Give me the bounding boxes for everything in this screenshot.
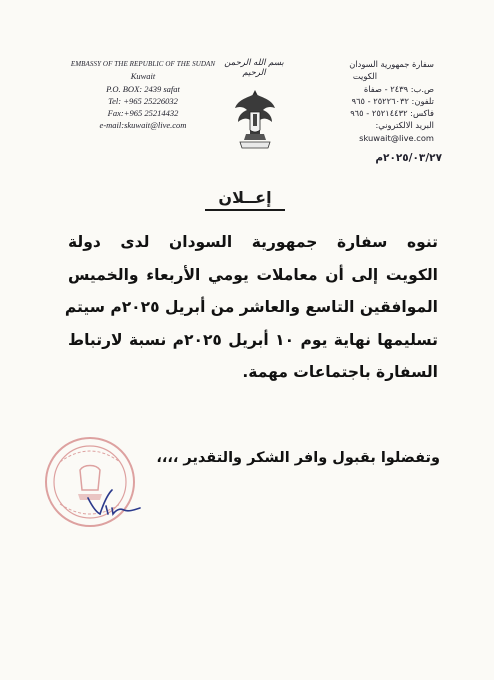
fax-en: Fax:+965 25214432: [107, 108, 179, 119]
body-line: تسليمها نهاية يوم ١٠ أبريل ٢٠٢٥م نسبة لارتباط: [68, 330, 438, 349]
basmala-calligraphy: بسم الله الرحمن الرحيم: [224, 58, 284, 78]
english-letterhead: [68, 58, 218, 132]
announcement-heading: إعــلان: [218, 188, 272, 207]
embassy-name-ar: سفارة جمهورية السودان: [349, 59, 434, 69]
body-line: الكويت إلى أن معاملات يومي الأربعاء والخميس: [68, 265, 438, 284]
body-line: الموافقين التاسع والعاشر من أبريل ٢٠٢٥م سيتم: [64, 298, 438, 316]
po-box-ar: ص.ب: ٢٤٣٩ - صفاة: [363, 83, 434, 94]
email-en: e-mail:skuwait@live.com: [99, 120, 187, 131]
signature-icon: [82, 484, 162, 520]
telephone-ar: تلفون: ٢٥٢٢٦٠٣٢ - ٩٦٥: [351, 95, 434, 106]
fax-ar: فاكس: ٢٥٢١٤٤٣٢ - ٩٦٥: [350, 108, 434, 119]
closing-line: وتفضلوا بقبول وافر الشكر والتقدير ،،،،: [156, 450, 440, 466]
email-ar: البريد الالكتروني: skuwait@live.com: [359, 120, 434, 143]
telephone-en: Tel: +965 25226032: [108, 95, 178, 106]
embassy-name-en: EMBASSY OF THE REPUBLIC OF THE SUDAN: [70, 60, 216, 68]
city-en: Kuwait: [130, 71, 156, 82]
letter-date: ٢٠٢٥/٠٣/٢٧م: [375, 152, 442, 164]
announcement-body: [64, 226, 438, 389]
body-line: السفارة باجتماعات مهمة.: [242, 363, 438, 381]
body-line: تنوه سفارة جمهورية السودان لدى دولة: [68, 233, 438, 251]
po-box-en: P.O. BOX: 2439 safat: [106, 83, 180, 94]
sudan-emblem-icon: [232, 86, 278, 150]
city-ar: الكويت: [352, 71, 378, 82]
arabic-letterhead: [322, 58, 434, 144]
heading-underline: [205, 209, 285, 211]
